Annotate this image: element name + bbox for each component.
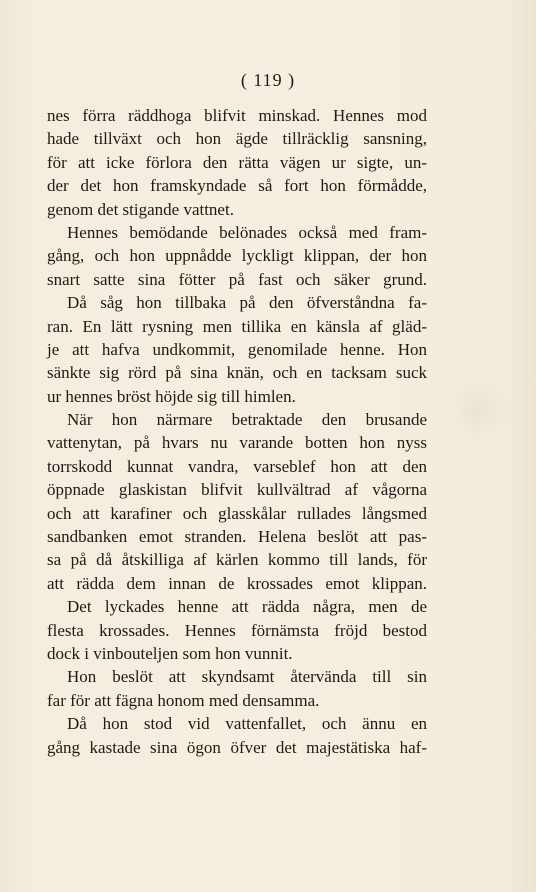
- body-text: [47, 104, 427, 759]
- text-line: Då såg hon tillbaka på den öfverståndna fa-: [67, 293, 427, 313]
- text-line: far för att fägna honom med densamma.: [47, 690, 320, 710]
- text-line: ur hennes bröst höjde sig till himlen.: [47, 386, 296, 406]
- text-line: och att karafiner och glasskålar rullades långsmed: [47, 503, 427, 523]
- text-line: torrskodd kunnat vandra, varseblef hon att den: [47, 456, 427, 476]
- text-line: vattenytan, på hvars nu varande botten hon nyss: [47, 433, 427, 453]
- text-line: der det hon framskyndade så fort hon förmådde,: [47, 176, 427, 196]
- text-line: Hon beslöt att skyndsamt återvända till sin: [67, 667, 427, 687]
- text-line: När hon närmare betraktade den brusande: [67, 410, 427, 430]
- text-line: flesta krossades. Hennes förnämsta fröjd bestod: [47, 620, 427, 640]
- text-line: Det lyckades henne att rädda några, men de: [67, 597, 427, 617]
- text-line: hade tillväxt och hon ägde tillräcklig sansning,: [47, 129, 427, 149]
- text-line: dock i vinbouteljen som hon vunnit.: [47, 643, 293, 663]
- text-line: ran. En lätt rysning men tillika en känsla af gläd-: [47, 316, 427, 336]
- text-line: je att hafva undkommit, genomilade henne. Hon: [47, 339, 427, 359]
- text-line: snart satte sina fötter på fast och säker grund.: [47, 269, 427, 289]
- text-line: Då hon stod vid vattenfallet, och ännu en: [67, 714, 427, 734]
- text-line: genom det stigande vattnet.: [47, 199, 234, 219]
- text-line: sandbanken emot stranden. Helena beslöt att pas-: [47, 527, 427, 547]
- text-line: sänkte sig rörd på sina knän, och en tacksam suck: [47, 363, 427, 383]
- text-line: att rädda dem innan de krossades emot klippan.: [47, 573, 427, 593]
- paper-bleed-through: [448, 380, 508, 440]
- text-line: Hennes bemödande belönades också med fram-: [67, 222, 427, 242]
- text-line: gång kastade sina ögon öfver det majestätiska haf-: [47, 737, 427, 757]
- text-line: gång, och hon uppnådde lyckligt klippan, der hon: [47, 246, 427, 266]
- text-line: öppnade glaskistan blifvit kullvältrad af vågorna: [47, 480, 427, 500]
- page-number: ( 119 ): [240, 70, 296, 90]
- text-line: sa på då åtskilliga af kärlen kommo till lands, för: [47, 550, 427, 570]
- text-line: för att icke förlora den rätta vägen ur sigte, un-: [47, 152, 427, 172]
- text-line: nes förra räddhoga blifvit minskad. Hennes mod: [47, 106, 427, 125]
